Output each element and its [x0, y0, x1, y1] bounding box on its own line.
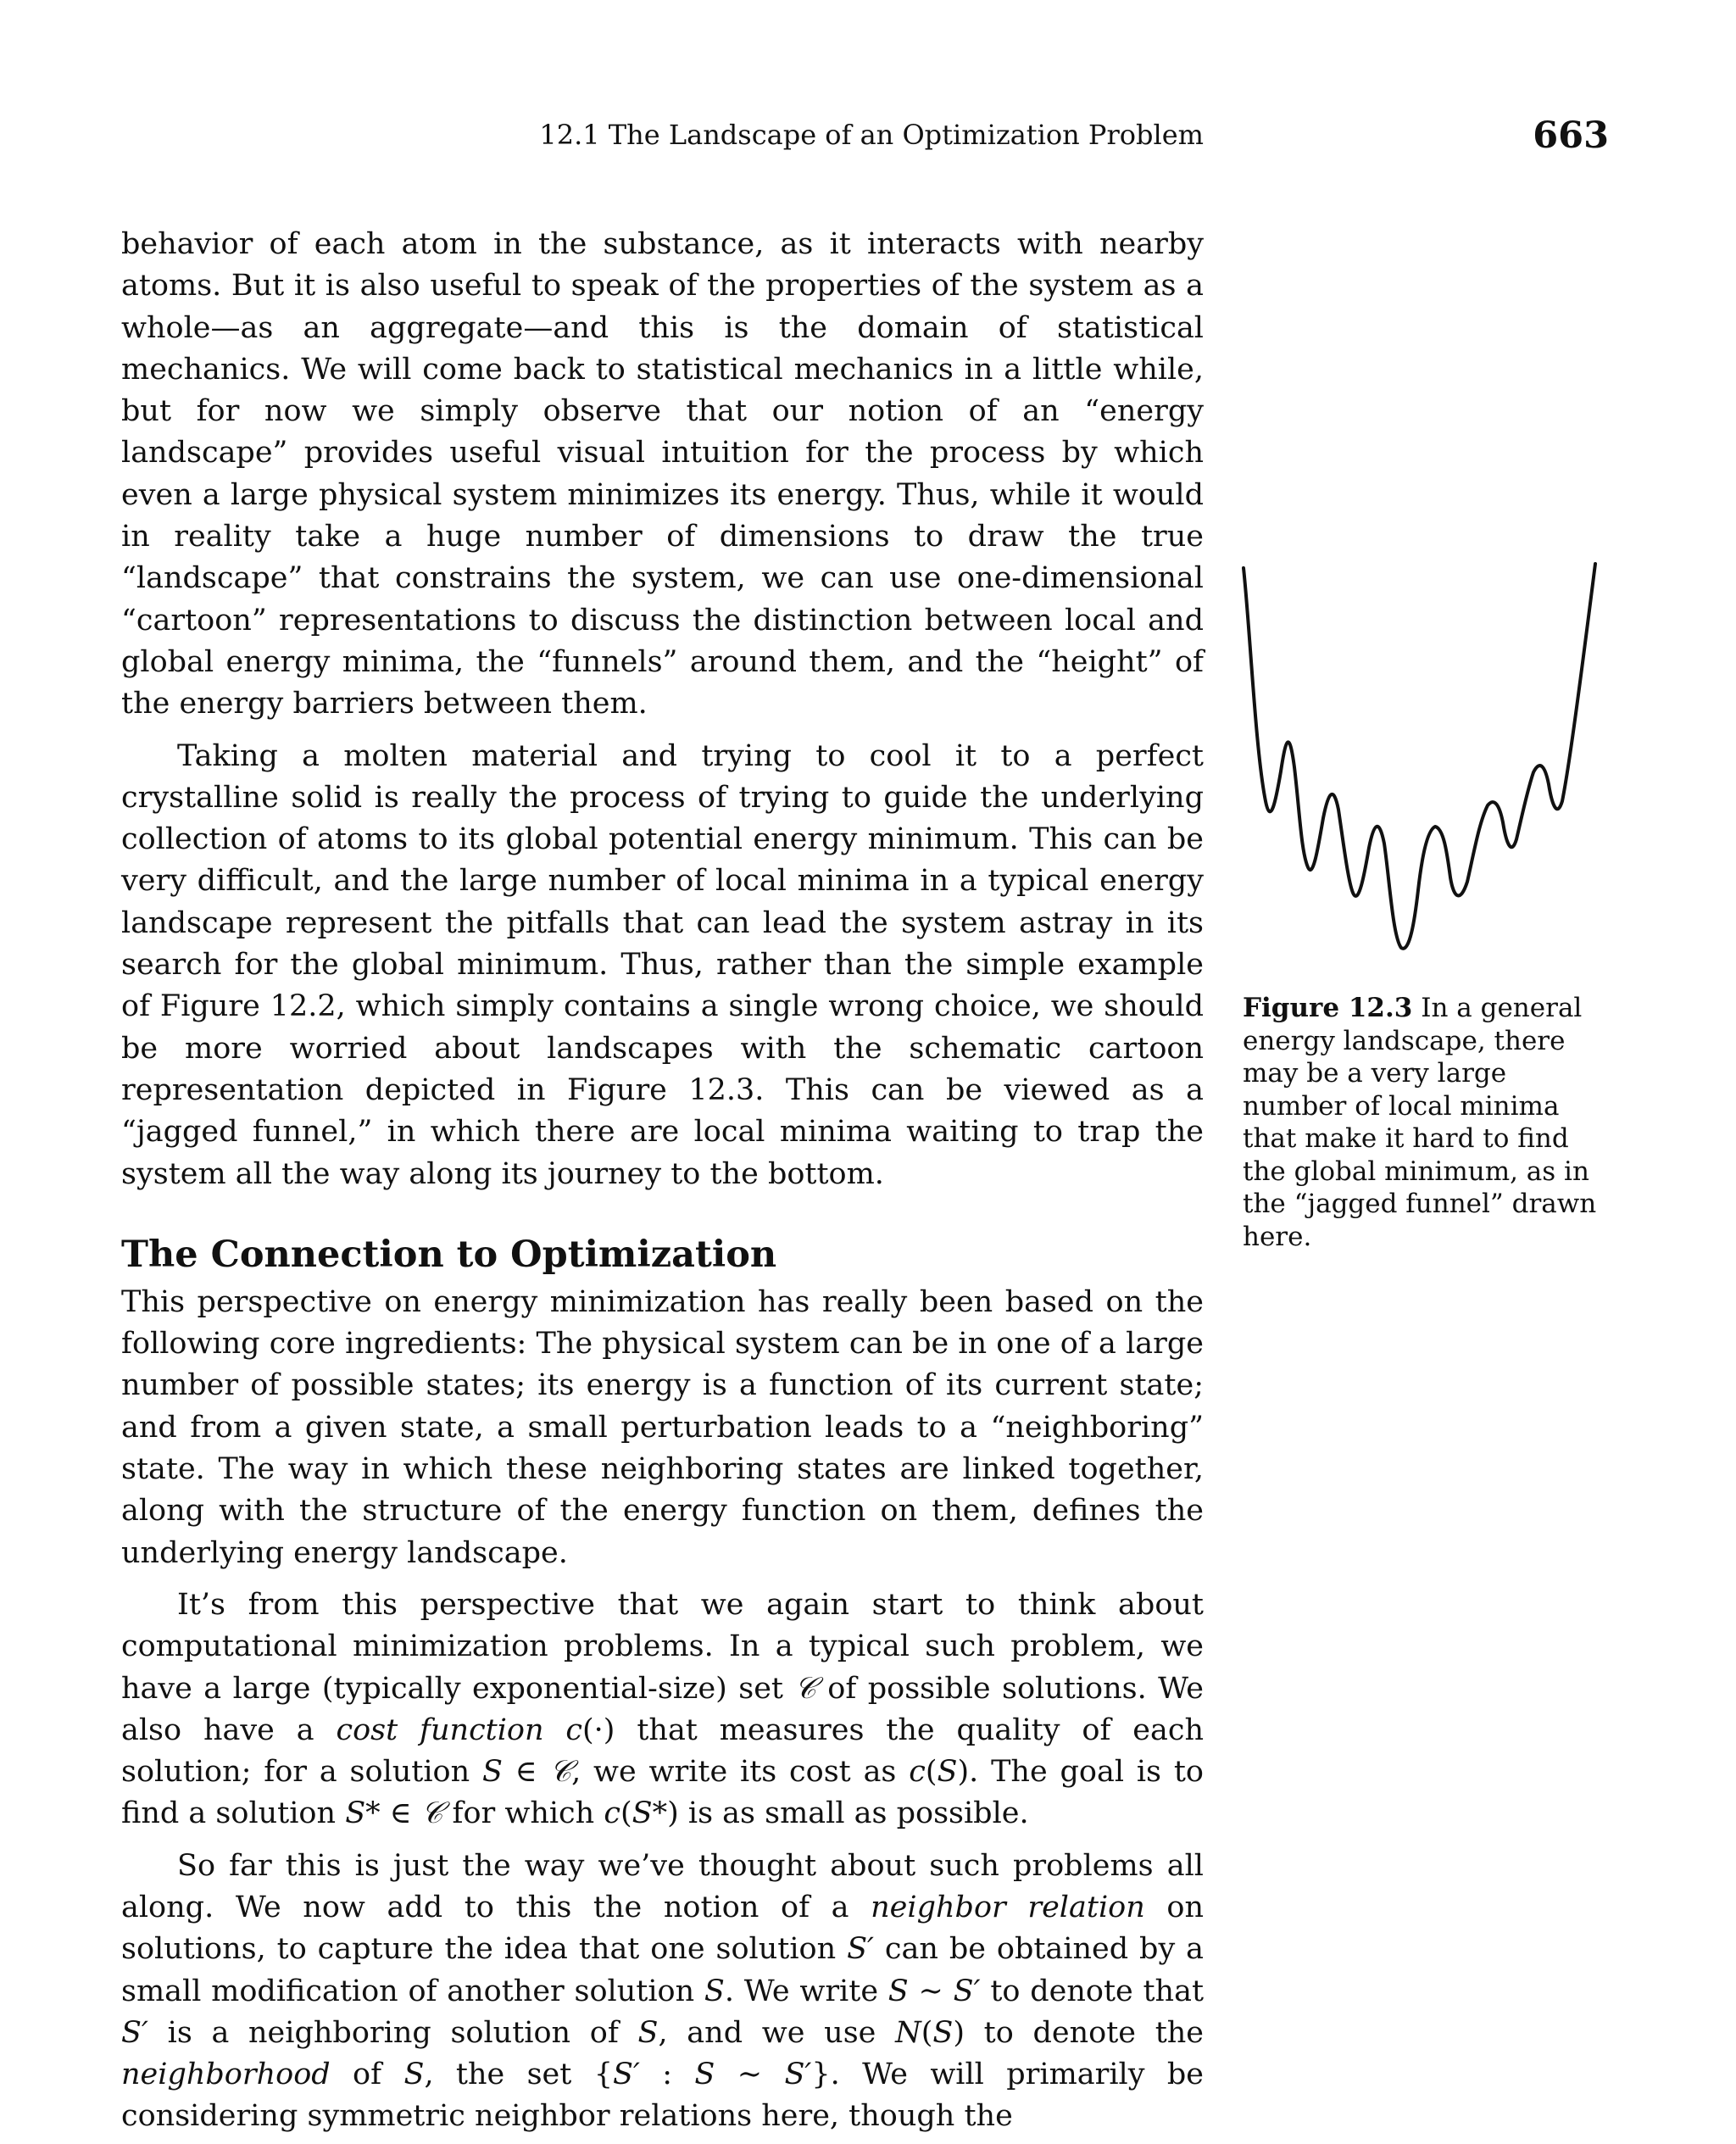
- figure-label: Figure 12.3: [1243, 993, 1413, 1023]
- paragraph: It’s from this perspective that we again start to think about computational minimization problems. In a typical such problem, we have a large (typically exponential-size) set 𝒞 of possible solutions. We also have a cost function c(·) that measures the quality of each solution; for a solution S ∈ 𝒞, we write its cost as c(S). The goal is to find a solution S* ∈ 𝒞 for which c(S*) is as small as possible.: [121, 1587, 1204, 1831]
- figure-caption-text: In a general energy landscape, there may be a very large number of local minima that make it hard to find the global minimum, as in the “jagged funnel” drawn here.: [1243, 993, 1597, 1252]
- running-head: 12.1 The Landscape of an Optimization Problem: [539, 119, 1204, 151]
- paragraph: Taking a molten material and trying to cool it to a perfect crystalline solid is really the process of trying to guide the underlying collection of atoms to its global potential energy minimum. This can be very difficult, and the large number of local minima in a typical energy landscape represent the pitfalls that can lead the system astray in its search for the global minimum. Thus, rather than the simple example of Figure 12.2, which simply contains a single wrong choice, we should be more worried about landscapes with the schematic cartoon representation depicted in Figure 12.3. This can be viewed as a “jagged funnel,” in which there are local minima waiting to trap the system all the way along its journey to the bottom.: [121, 738, 1204, 1191]
- paragraph: This perspective on energy minimization has really been based on the following core ingredients: The physical system can be in one of a large number of possible states; its energy is a function of its current state; and from a given state, a small perturbation leads to a “neighboring” state. The way in which these neighboring states are linked together, along with the structure of the energy function on them, defines the underlying energy landscape.: [121, 1284, 1204, 1570]
- figure-caption: [1243, 992, 1607, 1253]
- paragraph: behavior of each atom in the substance, as it interacts with nearby atoms. But it is also useful to speak of the properties of the system as a whole—as an aggregate—and this is the domain of statistical mechanics. We will come back to statistical mechanics in a little while, but for now we simply observe that our notion of an “energy landscape” provides useful visual intuition for the process by which even a large physical system minimizes its energy. Thus, while it would in reality take a huge number of dimensions to draw the true “landscape” that constrains the system, we can use one-dimensional “cartoon” representations to discuss the distinction between local and global energy minima, the “funnels” around them, and the “height” of the energy barriers between them.: [121, 227, 1204, 721]
- section-heading: The Connection to Optimization: [121, 1233, 777, 1276]
- paragraph: So far this is just the way we’ve thought about such problems all along. We now add to this the notion of a neighbor relation on solutions, to capture the idea that one solution S′ can be obtained by a small modification of another solution S. We write S ∼ S′ to denote that S′ is a neighboring solution of S, and we use N(S) to denote the neighborhood of S, the set {S′ : S ∼ S′}. We will primarily be considering symmetric neighbor relations here, though the: [121, 1848, 1205, 2134]
- energy-landscape-curve: [1244, 564, 1595, 949]
- jagged-funnel-figure: [1233, 555, 1615, 962]
- page-number: 663: [1533, 114, 1609, 157]
- main-text-column: [121, 224, 1204, 2138]
